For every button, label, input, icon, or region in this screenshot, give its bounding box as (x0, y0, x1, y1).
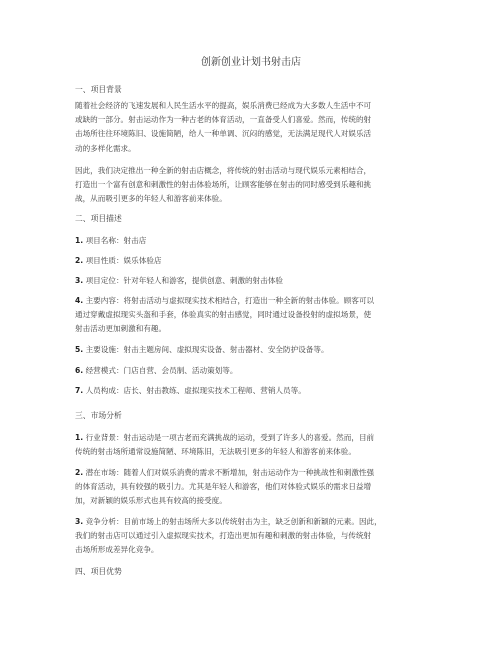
section-heading-advantages: 四、项目优势 (75, 567, 122, 576)
text-line: 击场所往往环境陈旧、设施简陋，给人一种单调、沉闷的感觉，无法满足现代人对娱乐活 (75, 129, 372, 139)
item-number: 2. (75, 256, 84, 265)
text-line: 动的多样化需求。 (75, 143, 136, 153)
text-line: 通过穿戴虚拟现实头盔和手套，体验真实的射击感觉，同时通过设备投射的虚拟场景，使 (75, 310, 372, 320)
paragraph-background-2 (75, 164, 435, 207)
desc-item-2 (75, 254, 435, 268)
desc-item-3 (75, 274, 435, 288)
item-number: 2. (75, 468, 84, 477)
text-line: 随着社会经济的飞速发展和人民生活水平的提高，娱乐消费已经成为大多数人生活中不可 (75, 101, 372, 110)
text-line: 人员构成：店长、射击教练、虚拟现实技术工程师、营销人员等。 (85, 386, 306, 395)
paragraph-background-1 (75, 99, 435, 156)
text-line: 打造出一个富有创意和刺激性的射击体验场所，让顾客能够在射击的同时感受到乐趣和挑 (75, 180, 372, 190)
text-line: 潜在市场：随着人们对娱乐消费的需求不断增加，射击运动作为一种挑战性和刺激性强 (85, 468, 375, 477)
text-line: 因此，我们决定推出一种全新的射击店概念，将传统的射击活动与现代娱乐元素相结合， (75, 166, 372, 175)
section-heading-background: 一、项目背景 (75, 85, 122, 94)
market-item-2 (75, 466, 435, 509)
text-line: 项目定位：针对年轻人和游客，提供创意、刺激的射击体验 (85, 276, 284, 285)
desc-item-4 (75, 294, 435, 337)
text-line: 加，对新颖的娱乐形式也具有较高的接受度。 (75, 496, 227, 506)
text-line: 击场所形成差异化竞争。 (75, 545, 159, 555)
desc-item-1 (75, 234, 435, 248)
item-number: 4. (75, 296, 84, 305)
text-line: 行业背景：射击运动是一项古老而充满挑战的运动，受到了许多人的喜爱。然而，目前 (85, 433, 375, 442)
item-number: 1. (75, 236, 84, 245)
text-line: 传统的射击场所通常设施简陋、环境陈旧，无法吸引更多的年轻人和游客前来体验。 (75, 447, 356, 457)
market-item-3 (75, 515, 435, 558)
text-line: 或缺的一部分。射击运动作为一种古老的体育活动，一直备受人们喜爱。然而，传统的射 (75, 115, 372, 125)
text-line: 项目名称：射击店 (85, 236, 147, 245)
text-line: 经营模式：门店自营、会员制、活动策划等。 (85, 366, 238, 375)
section-heading-market: 三、市场分析 (75, 411, 122, 420)
text-line: 战，从而吸引更多的年轻人和游客前来体验。 (75, 194, 227, 204)
text-line: 项目性质：娱乐体验店 (85, 256, 162, 265)
item-number: 6. (75, 366, 84, 375)
desc-item-7 (75, 384, 435, 398)
item-number: 1. (75, 433, 84, 442)
item-number: 3. (75, 276, 84, 285)
desc-item-5 (75, 343, 435, 357)
text-line: 竞争分析：目前市场上的射击场所大多以传统射击为主，缺乏创新和新颖的元素。因此， (85, 517, 382, 526)
document-title: 创新创业计划书射击店 (201, 57, 301, 68)
market-item-1 (75, 431, 435, 459)
text-line: 主要设施：射击主题房间、虚拟现实设备、射击器材、安全防护设备等。 (85, 345, 329, 354)
item-number: 3. (75, 517, 84, 526)
text-line: 射击活动更加刺激和有趣。 (75, 324, 167, 334)
section-heading-description: 二、项目描述 (75, 214, 122, 223)
text-line: 我们的射击店可以通过引入虚拟现实技术，打造出更加有趣和刺激的射击体验，与传统射 (75, 531, 372, 541)
text-line: 主要内容：将射击活动与虚拟现实技术相结合，打造出一种全新的射击体验。顾客可以 (85, 296, 375, 305)
desc-item-6 (75, 364, 435, 378)
item-number: 7. (75, 386, 84, 395)
text-line: 的体育活动，具有较强的吸引力。尤其是年轻人和游客，他们对体验式娱乐的需求日益增 (75, 482, 372, 492)
item-number: 5. (75, 345, 84, 354)
